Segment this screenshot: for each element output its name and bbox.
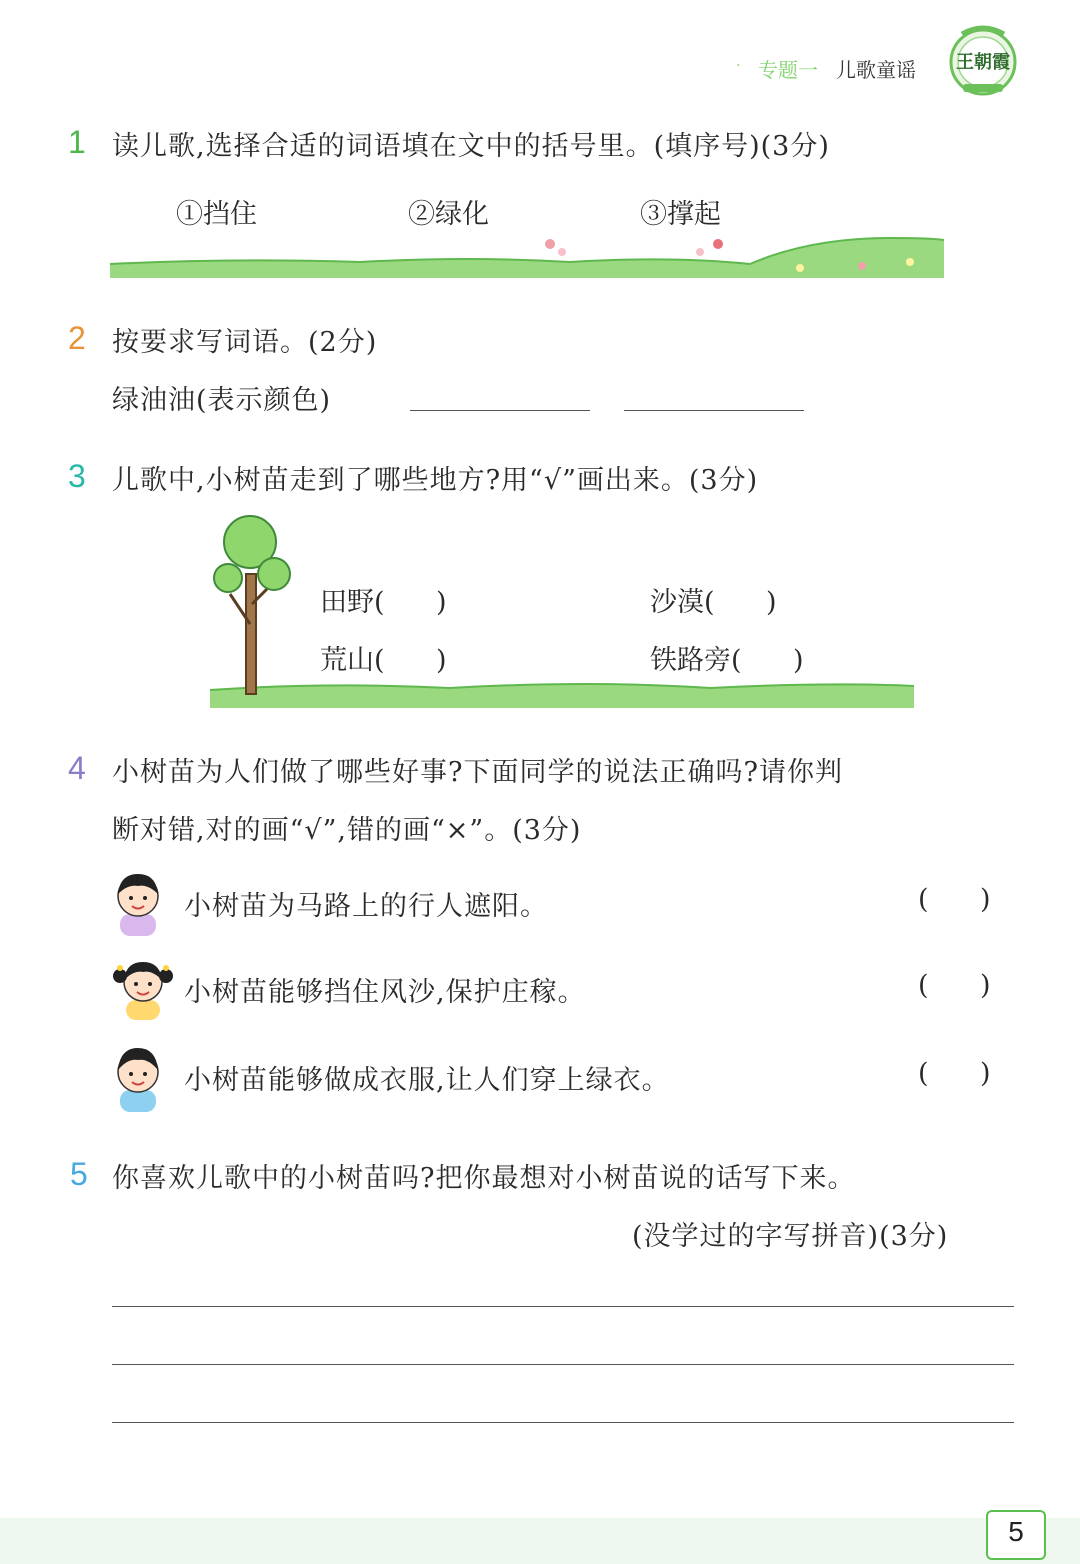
question-4-text-line1: 小树苗为人们做了哪些好事?下面同学的说法正确吗?请你判 [112,757,843,788]
statement-1: 小树苗为马路上的行人遮阳。 [184,891,548,922]
avatar-boy-2 [112,1042,164,1112]
statement-1-answer[interactable]: ( ) [918,884,991,915]
statement-2: 小树苗能够挡住风沙,保护庄稼。 [184,977,586,1008]
paren-tianye[interactable]: ( ) [374,587,447,618]
paren-huangshan[interactable]: ( ) [374,645,447,676]
header-title: 儿歌童谣 [836,58,916,82]
question-1-number: 1 [68,124,86,160]
question-5-text: 你喜欢儿歌中的小树苗吗?把你最想对小树苗说的话写下来。 [112,1163,856,1194]
place-tianye: 田野 [320,587,374,618]
place-shamo: 沙漠 [650,587,704,618]
question-2-text: 按要求写词语。(2分) [112,327,378,358]
logo-badge-text: 王朝霞 [956,52,1010,73]
question-3-text: 儿歌中,小树苗走到了哪些地方?用“√”画出来。(3分) [112,465,759,496]
header-topic: 专题一 [758,58,818,82]
paren-tielupang[interactable]: ( ) [731,645,804,676]
question-2-number: 2 [68,320,86,356]
question-1-text: 读儿歌,选择合适的词语填在文中的括号里。(填序号)(3分) [112,131,830,162]
paren-shamo[interactable]: ( ) [704,587,777,618]
tree-scene [210,514,914,708]
option-2: ②绿化 [408,199,489,230]
question-4-number: 4 [68,750,86,786]
footer-band [0,1518,1080,1564]
writing-line-2[interactable] [112,1364,1014,1365]
option-3: ③撑起 [640,199,721,230]
avatar-boy-1 [112,866,164,936]
place-tielupang: 铁路旁 [650,645,731,676]
page-number: 5 [1008,1516,1024,1547]
statement-2-answer[interactable]: ( ) [918,970,991,1001]
writing-line-1[interactable] [112,1306,1014,1307]
question-3-number: 3 [68,458,86,494]
statement-3: 小树苗能够做成衣服,让人们穿上绿衣。 [184,1065,670,1096]
header-dot: · [736,58,741,74]
grass-strip-1 [110,232,944,278]
avatar-girl [112,954,174,1020]
answer-line-2b[interactable] [624,410,804,411]
statement-3-answer[interactable]: ( ) [918,1058,991,1089]
place-huangshan: 荒山 [320,645,374,676]
option-1: ①挡住 [176,199,257,230]
question-2-prompt: 绿油油(表示颜色) [112,385,332,416]
question-4-text-line2: 断对错,对的画“√”,错的画“×”。(3分) [112,815,582,846]
answer-line-2a[interactable] [410,410,590,411]
question-5-note: (没学过的字写拼音)(3分) [632,1221,949,1252]
writing-line-3[interactable] [112,1422,1014,1423]
question-5-number: 5 [70,1156,88,1192]
